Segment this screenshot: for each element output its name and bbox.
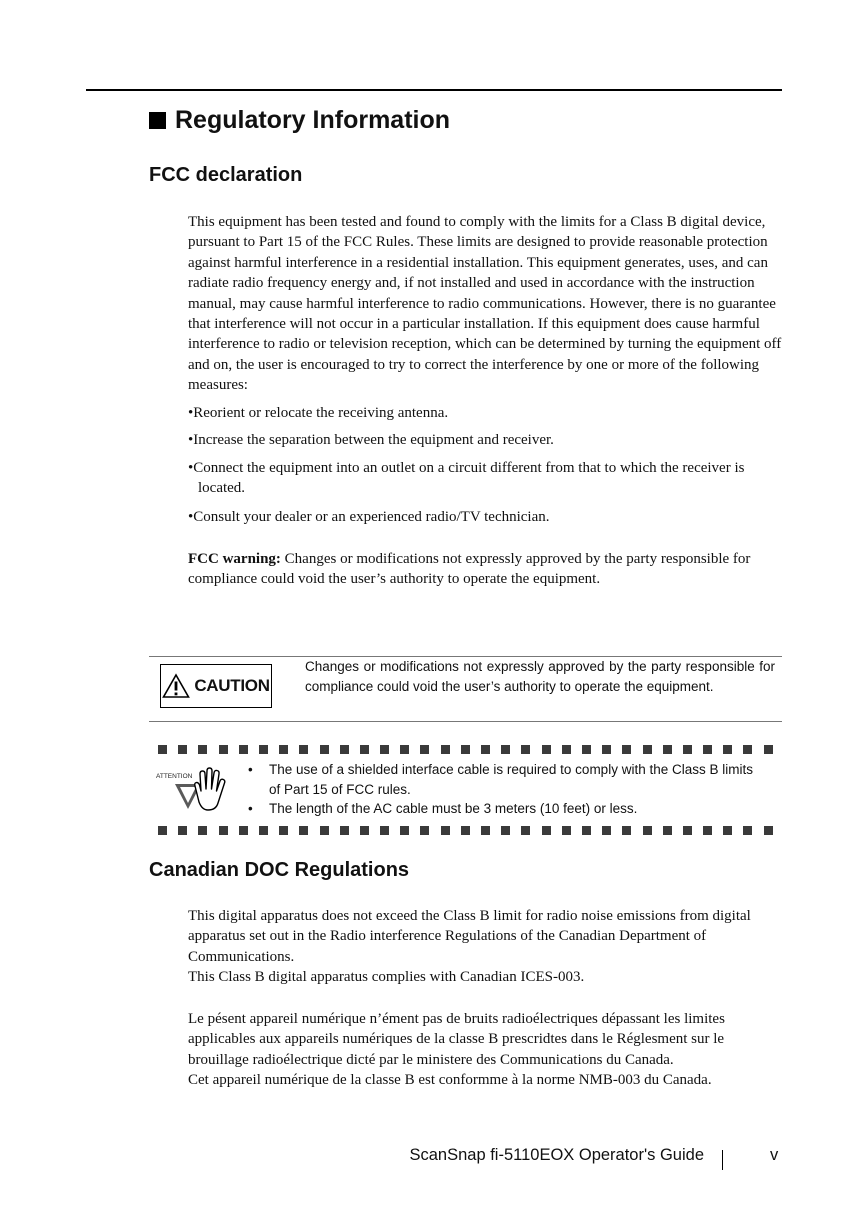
canada-en-statement: This Class B digital apparatus complies with Canadian ICES-003. xyxy=(188,969,585,985)
fcc-body: This equipment has been tested and found to comply with the limits for a Class B digital device, pursuant to Part 15 of the FCC Rules. These limits are designed to provide reasonable protection against harmful interference in a residential installation. This equipment generates, uses, and can radiate radio frequency energy and, if not installed and used in accordance with the instruction manual, may cause harmful interference to radio communications. However, there is no guarantee that interference will not occur in a particular installation. If this equipment does cause harmful interference to radio or television reception, which can be determined by turning the equipment off and on, the user is encouraged to try to correct the interference by one or more of the following measures: xyxy=(188,214,782,394)
fcc-warning-text: Changes or modifications not expressly approved by the party responsible for compliance could void the user’s authority to operate the equipment. xyxy=(188,551,751,588)
square-bullet-icon xyxy=(149,112,166,129)
canada-fr-statement: Cet appareil numérique de la classe B est conformme à la norme NMB-003 du Canada. xyxy=(188,1072,712,1088)
attention-hand-icon xyxy=(155,762,231,814)
fcc-measure-item: •Reorient or relocate the receiving antenna. xyxy=(188,405,449,421)
canada-heading: Canadian DOC Regulations xyxy=(149,859,410,881)
attention-top-border xyxy=(158,745,773,754)
footer-guide-title: ScanSnap fi-5110EOX Operator's Guide xyxy=(409,1146,704,1164)
caution-text: Changes or modifications not expressly approved by the party responsible for compliance could void the user’s authority to operate the equipment. xyxy=(305,659,775,694)
section-title xyxy=(149,106,450,135)
fcc-measure-item: •Connect the equipment into an outlet on a circuit different from that to which the receiver is located. xyxy=(188,460,745,497)
fcc-warning xyxy=(188,549,782,590)
caution-label: CAUTION xyxy=(194,676,270,695)
footer-separator xyxy=(722,1150,723,1170)
fcc-measure-item: •Consult your dealer or an experienced radio/TV technician. xyxy=(188,509,550,525)
attention-item: • The length of the AC cable must be 3 meters (10 feet) or less. xyxy=(248,799,758,819)
attention-label: ATTENTION xyxy=(156,773,193,780)
fcc-warning-label: FCC warning: xyxy=(188,551,281,567)
attention-list xyxy=(248,760,758,819)
attention-item: • The use of a shielded interface cable is required to comply with the Class B limits of Part 15 of FCC rules. xyxy=(248,760,758,799)
fcc-heading: FCC declaration xyxy=(149,164,303,186)
fcc-measure-item: •Increase the separation between the equipment and receiver. xyxy=(188,432,554,448)
canada-en-paragraph: This digital apparatus does not exceed the Class B limit for radio noise emissions from digital apparatus set out in the Radio interference Regulations of the Canadian Department of Communications. xyxy=(188,908,751,965)
page-footer xyxy=(0,1146,867,1170)
caution-badge xyxy=(160,664,272,708)
canada-fr-paragraph: Le pésent appareil numérique n’ément pas de bruits radioélectriques dépassant les limites applicables aux appareils numériques de la classe B prescridtes dans le Réglesment sur le brouillage radioélectrique dicté par le ministere des Communications du Canada. xyxy=(188,1011,725,1068)
header-rule xyxy=(86,89,782,91)
caution-bottom-rule xyxy=(149,721,782,722)
attention-bottom-border xyxy=(158,826,773,835)
section-title-text: Regulatory Information xyxy=(175,106,451,134)
page-number: v xyxy=(770,1146,779,1164)
warning-triangle-icon xyxy=(162,673,190,699)
